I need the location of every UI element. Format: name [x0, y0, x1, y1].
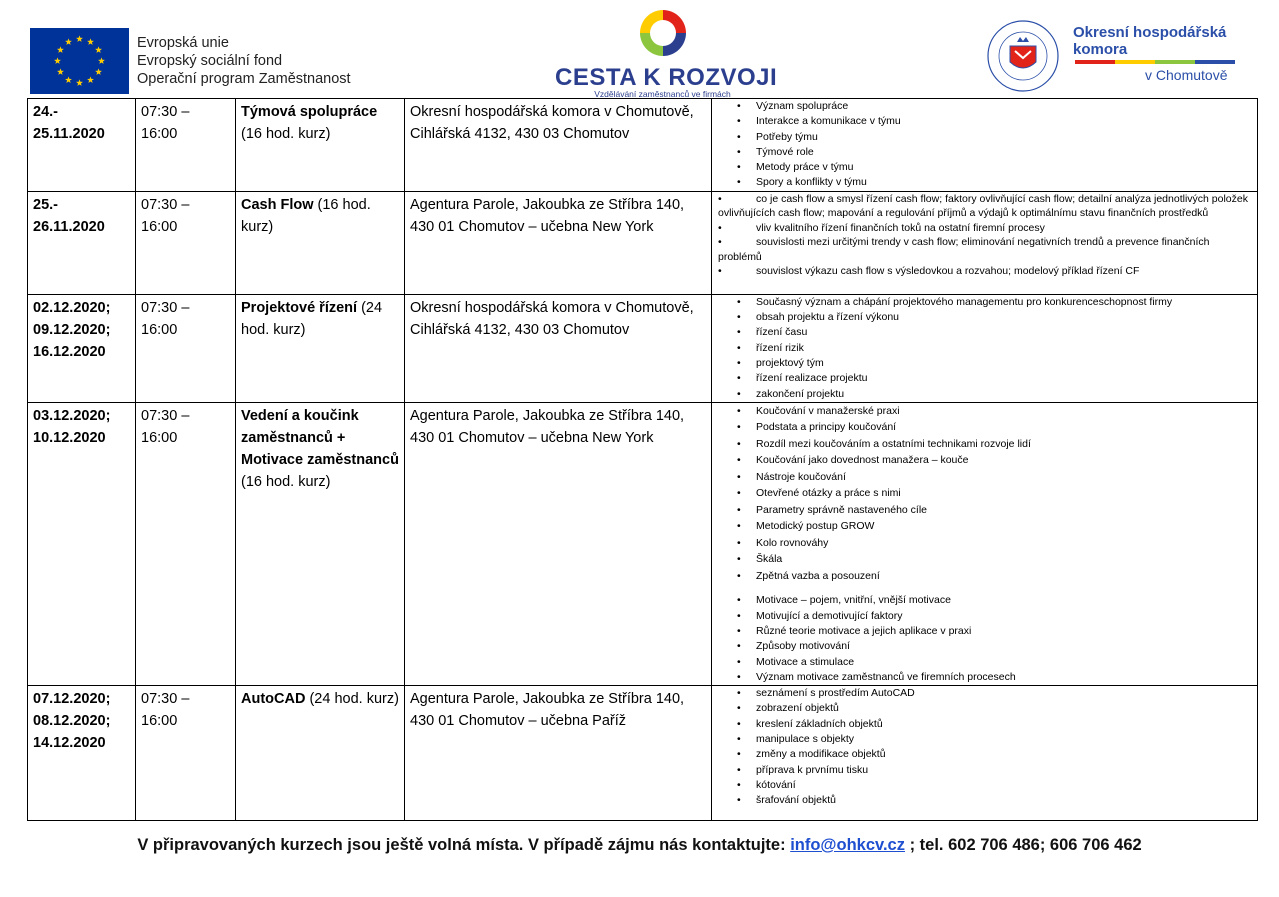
- list-item-text: souvislost výkazu cash flow s výsledovkou a rozvahou; modelový příklad řízení CF: [756, 265, 1140, 278]
- list-item: • šrafování objektů: [756, 793, 1257, 808]
- ohk-name: [1073, 24, 1226, 58]
- time-line: 16:00: [141, 321, 178, 338]
- list-item: • Význam spolupráce: [756, 99, 1257, 114]
- course-name: Projektové řízení: [241, 299, 358, 316]
- list-item: • Koučování jako dovednost manažera – kouče: [756, 452, 1257, 469]
- list-item: • Spory a konflikty v týmu: [756, 175, 1257, 190]
- course-cell: [236, 99, 405, 192]
- table-row: [28, 294, 1258, 402]
- list-item: • zakončení projektu: [756, 387, 1257, 402]
- footer-phones: ; tel. 602 706 486; 606 706 462: [905, 836, 1142, 854]
- place-text: Okresní hospodářská komora v Chomutově, Cihlářská 4132, 430 03 Chomutov: [410, 299, 694, 338]
- date-cell: [28, 99, 136, 192]
- eu-line: Evropská unie: [137, 35, 229, 51]
- list-item-text: co je cash flow a smysl řízení cash flow; faktory ovlivňující cash flow; detailní analýza jednotlivých položek ovlivňujících cash flow; mapování a regulování příjmů a výdajů k optimálnímu stavu finančních prostředků: [718, 192, 1248, 220]
- time-cell: [136, 294, 236, 402]
- date-line: 25.11.2020: [33, 126, 105, 142]
- time-line: 07:30 –: [141, 691, 190, 708]
- date-line: 08.12.2020;: [33, 713, 111, 730]
- list-item: • vliv kvalitního řízení finančních toků na ostatní firemní procesy: [718, 221, 1045, 234]
- page-header: [0, 0, 1279, 98]
- list-item: • Motivace – pojem, vnitřní, vnější motivace: [756, 593, 1257, 608]
- table-row: [28, 402, 1258, 685]
- eu-star-icon: [76, 79, 83, 86]
- course-length: (16 hod. kurz): [241, 126, 331, 142]
- place-text: Agentura Parole, Jakoubka ze Stříbra 140, 430 01 Chomutov – učebna Paříž: [410, 691, 685, 730]
- list-item: • Škála: [756, 551, 1257, 568]
- list-item: • Zpětná vazba a posouzení: [756, 568, 1257, 585]
- list-item: • Podstata a principy koučování: [756, 419, 1257, 436]
- course-cell: [236, 294, 405, 402]
- list-item: • Metodický postup GROW: [756, 518, 1257, 535]
- list-item: • obsah projektu a řízení výkonu: [756, 310, 1257, 325]
- place-text: Okresní hospodářská komora v Chomutově, Cihlářská 4132, 430 03 Chomutov: [410, 104, 694, 142]
- list-item: • Význam motivace zaměstnanců ve firemních procesech: [756, 670, 1257, 685]
- footer-text: V připravovaných kurzech jsou ještě volná místa. V případě zájmu nás kontaktujte:: [137, 836, 791, 854]
- list-item: • řízení realizace projektu: [756, 371, 1257, 386]
- date-line: 07.12.2020;: [33, 691, 111, 708]
- course-length: (16 hod. kurz): [241, 473, 331, 490]
- eu-star-icon: [54, 57, 61, 64]
- list-item: • souvislosti mezi určitými trendy v cash flow; eliminování negativních trendů a prevence finančních problémů: [718, 236, 1210, 263]
- time-line: 07:30 –: [141, 196, 190, 213]
- eu-star-icon: [57, 46, 64, 53]
- eu-star-icon: [95, 68, 102, 75]
- date-line: 16.12.2020: [33, 343, 106, 360]
- eu-line: Evropský sociální fond: [137, 53, 283, 69]
- list-item: • Současný význam a chápání projektového managementu pro konkurenceschopnost firmy: [756, 295, 1257, 310]
- list-item: • Koučování v manažerské praxi: [756, 403, 1257, 420]
- topics-cell: [712, 191, 1258, 294]
- place-cell: [405, 402, 712, 685]
- course-cell: [236, 686, 405, 821]
- ohk-logo-block: [985, 18, 1245, 96]
- time-line: 07:30 –: [141, 104, 190, 120]
- cesta-subtitle: Vzdělávání zaměstnanců ve firmách: [594, 89, 731, 99]
- time-line: 16:00: [141, 218, 178, 235]
- cesta-swirl-icon: [636, 6, 690, 60]
- eu-logo-block: [30, 28, 351, 94]
- email-link[interactable]: info@ohkcv.cz: [790, 836, 905, 854]
- list-item: • Různé teorie motivace a jejich aplikace v praxi: [756, 624, 1257, 639]
- date-line: 24.-: [33, 104, 58, 120]
- time-cell: [136, 99, 236, 192]
- table-row: [28, 686, 1258, 821]
- date-line: 26.11.2020: [33, 218, 105, 235]
- course-length: (24 hod. kurz): [241, 299, 383, 338]
- date-line: 14.12.2020: [33, 735, 106, 752]
- eu-star-icon: [98, 57, 105, 64]
- place-cell: [405, 99, 712, 192]
- list-item: • příprava k prvnímu tisku: [756, 763, 1257, 778]
- eu-star-icon: [95, 46, 102, 53]
- list-item: • Potřeby týmu: [756, 130, 1257, 145]
- place-text: Agentura Parole, Jakoubka ze Stříbra 140, 430 01 Chomutov – učebna New York: [410, 407, 685, 446]
- place-cell: [405, 294, 712, 402]
- ohk-name-line: komora: [1073, 41, 1128, 58]
- eu-star-icon: [65, 38, 72, 45]
- course-name: Cash Flow: [241, 196, 314, 213]
- date-cell: [28, 191, 136, 294]
- list-item: • manipulace s objekty: [756, 732, 1257, 747]
- list-item: • Parametry správně nastaveného cíle: [756, 502, 1257, 519]
- place-cell: [405, 686, 712, 821]
- ohk-city: v Chomutově: [1145, 67, 1228, 83]
- table-row: [28, 99, 1258, 192]
- list-item: • souvislost výkazu cash flow s výsledovkou a rozvahou; modelový příklad řízení CF: [718, 265, 1140, 278]
- ohk-name-line: Okresní hospodářská: [1073, 24, 1227, 41]
- course-schedule-table: [27, 98, 1258, 821]
- date-cell: [28, 294, 136, 402]
- place-cell: [405, 191, 712, 294]
- list-item: • Metody práce v týmu: [756, 160, 1257, 175]
- time-cell: [136, 686, 236, 821]
- list-item: • Motivující a demotivující faktory: [756, 609, 1257, 624]
- list-item: • změny a modifikace objektů: [756, 747, 1257, 762]
- list-item: • kótování: [756, 778, 1257, 793]
- list-item: • Způsoby motivování: [756, 639, 1257, 654]
- date-cell: [28, 686, 136, 821]
- eu-star-icon: [87, 38, 94, 45]
- time-line: 16:00: [141, 126, 178, 142]
- date-line: 09.12.2020;: [33, 321, 111, 338]
- list-item: • kreslení základních objektů: [756, 717, 1257, 732]
- time-line: 07:30 –: [141, 299, 190, 316]
- course-name: Týmová spolupráce: [241, 104, 378, 120]
- chamber-seal-icon: [985, 18, 1061, 94]
- eu-star-icon: [57, 68, 64, 75]
- course-name: Vedení a koučink zaměstnanců + Motivace zaměstnanců: [241, 407, 399, 468]
- date-cell: [28, 402, 136, 685]
- list-item: • Rozdíl mezi koučováním a ostatními technikami rozvoje lidí: [756, 436, 1257, 453]
- course-cell: [236, 402, 405, 685]
- list-item: • zobrazení objektů: [756, 701, 1257, 716]
- course-length: (16 hod. kurz): [241, 196, 371, 235]
- contact-footer: [0, 836, 1279, 855]
- list-item: • Nástroje koučování: [756, 469, 1257, 486]
- topics-cell: [712, 402, 1258, 685]
- cesta-k-rozvoji-logo: [555, 6, 778, 99]
- cesta-title: CESTA K ROZVOJI: [555, 64, 778, 91]
- ohk-color-stripe: [1075, 60, 1235, 64]
- date-line: 02.12.2020;: [33, 299, 111, 316]
- eu-star-icon: [87, 76, 94, 83]
- list-item: • řízení rizik: [756, 341, 1257, 356]
- time-cell: [136, 402, 236, 685]
- eu-line: Operační program Zaměstnanost: [137, 71, 351, 87]
- topics-cell: [712, 686, 1258, 821]
- time-cell: [136, 191, 236, 294]
- place-text: Agentura Parole, Jakoubka ze Stříbra 140, 430 01 Chomutov – učebna New York: [410, 196, 685, 235]
- course-length: (24 hod. kurz): [305, 691, 399, 708]
- topics-cell: [712, 294, 1258, 402]
- date-line: 10.12.2020: [33, 429, 106, 446]
- list-item: • Interakce a komunikace v týmu: [756, 114, 1257, 129]
- date-line: 03.12.2020;: [33, 407, 111, 424]
- list-item: • Kolo rovnováhy: [756, 535, 1257, 552]
- list-item: • řízení času: [756, 325, 1257, 340]
- topics-cell: [712, 99, 1258, 192]
- time-line: 16:00: [141, 429, 178, 446]
- list-item-text: souvislosti mezi určitými trendy v cash flow; eliminování negativních trendů a prevence finančních problémů: [718, 236, 1210, 263]
- list-item-text: vliv kvalitního řízení finančních toků na ostatní firemní procesy: [756, 221, 1045, 234]
- course-name: AutoCAD: [241, 691, 306, 708]
- table-row: [28, 191, 1258, 294]
- list-item: • projektový tým: [756, 356, 1257, 371]
- eu-star-icon: [76, 35, 83, 42]
- course-cell: [236, 191, 405, 294]
- list-item: • Motivace a stimulace: [756, 655, 1257, 670]
- eu-star-icon: [65, 76, 72, 83]
- time-line: 16:00: [141, 713, 178, 730]
- list-item: • Otevřené otázky a práce s nimi: [756, 485, 1257, 502]
- eu-flag-icon: [30, 28, 129, 94]
- eu-text: [137, 34, 351, 88]
- list-item: • co je cash flow a smysl řízení cash flow; faktory ovlivňující cash flow; detailní analýza jednotlivých položek ovlivňujících cash flow; mapování a regulování příjmů a výdajů k optimálnímu stavu finančních prostředků: [718, 192, 1248, 220]
- list-item: • Týmové role: [756, 145, 1257, 160]
- date-line: 25.-: [33, 196, 58, 213]
- list-item: • seznámení s prostředím AutoCAD: [756, 686, 1257, 701]
- time-line: 07:30 –: [141, 407, 190, 424]
